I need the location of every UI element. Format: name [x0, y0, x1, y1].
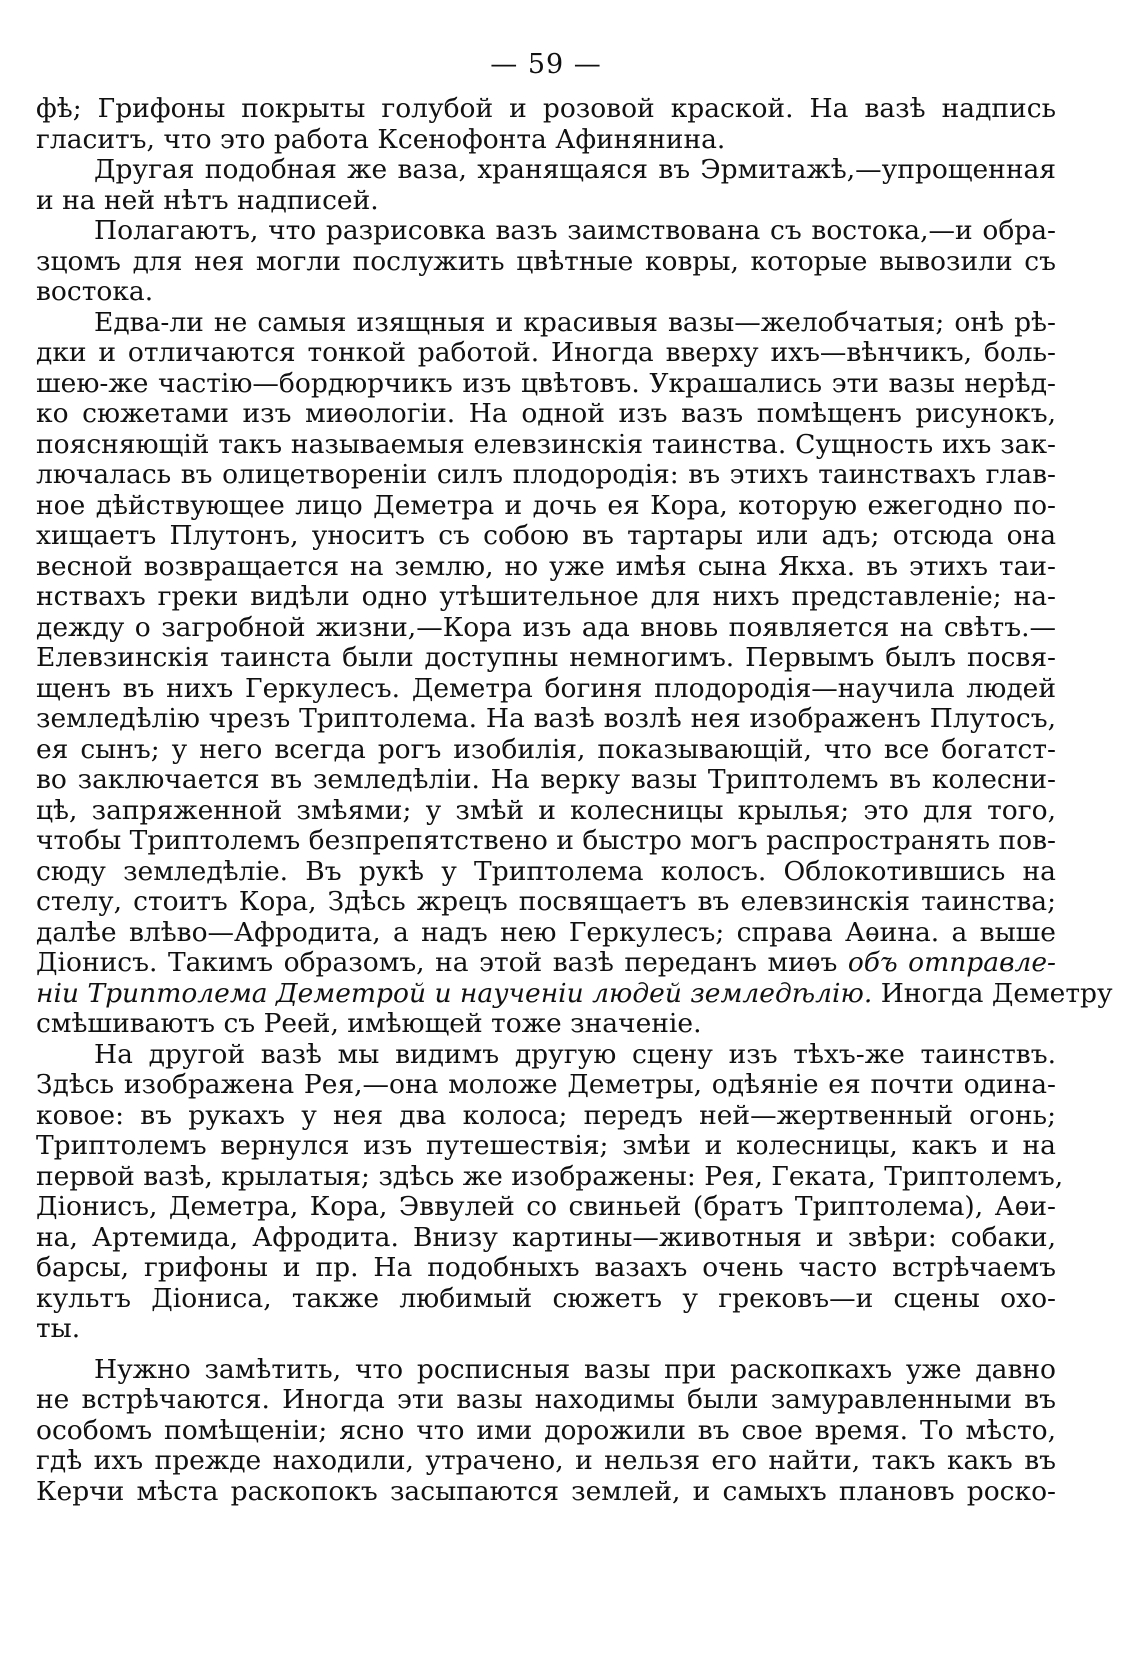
text-line: [36, 1477, 1056, 1508]
text-line: [36, 1223, 1056, 1254]
text-line: [36, 94, 1056, 125]
text-line: [36, 1446, 1056, 1477]
text-line: [36, 430, 1056, 461]
text-line: [36, 247, 1056, 278]
text-line-content: сюду земледѣліе. Въ рукѣ у Триптолема колосъ. Облокотившись на: [36, 855, 1056, 887]
text-line: [36, 1314, 1056, 1345]
text-line-content: дежду о загробной жизни,—Кора изъ ада вновь появляется на свѣтъ.—: [36, 611, 1056, 643]
text-line-content: барсы, грифоны и пр. На подобныхъ вазахъ очень часто встрѣчаемъ: [36, 1252, 1056, 1283]
text-line-content: лючалась въ олицетвореніи силъ плодородія: въ этихъ таинствахъ глав-: [36, 459, 1056, 490]
text-line: [36, 796, 1056, 827]
text-line-content: Здѣсь изображена Рея,—она моложе Деметры, одѣяніе ея почти одина-: [36, 1069, 1056, 1100]
text-line-content: чтобы Триптолемъ безпрепятствено и быстро могъ распространять пов-: [36, 825, 1056, 856]
text-line: [36, 1040, 1056, 1071]
text-line: [36, 613, 1056, 644]
text-line: [36, 1416, 1056, 1447]
text-line: [36, 1385, 1056, 1416]
text-line-content: особомъ помѣщеніи; ясно что ими дорожили въ свое время. То мѣсто,: [36, 1414, 1056, 1446]
body-text: [36, 93, 1113, 1507]
text-line: [36, 948, 1056, 979]
text-line: [36, 977, 1113, 1010]
text-line-content: зцомъ для нея могли послужить цвѣтные ковры, которые вывозили съ: [36, 245, 1056, 277]
text-line-content: Едва-ли не самыя изящныя и красивыя вазы—желобчатыя; онѣ рѣ-: [94, 306, 1056, 338]
text-line-content: ея сынъ; у него всегда рогъ изобилія, показывающій, что все богатст-: [36, 733, 1056, 765]
text-line: [36, 735, 1056, 766]
text-line-content: ты.: [36, 1313, 81, 1344]
text-line: [36, 1253, 1056, 1284]
text-line: [36, 521, 1056, 552]
text-line-content: ко сюжетами изъ миѳологіи. На одной изъ вазъ помѣщенъ рисунокъ,: [36, 398, 1056, 429]
text-line: [36, 1070, 1056, 1101]
text-line-content: востока.: [36, 276, 154, 307]
text-line-content: цѣ, запряженной змѣями; у змѣй и колесницы крылья; это для того,: [36, 794, 1056, 826]
text-line-content: гласитъ, что это работа Ксенофонта Афинянина.: [36, 123, 726, 155]
text-line-content: во заключается въ земледѣліи. На верку вазы Триптолемъ въ колесни-: [36, 764, 1056, 795]
text-line: [36, 277, 1056, 308]
text-line: [36, 1101, 1056, 1132]
text-line: [36, 460, 1056, 491]
text-line-content: и на ней нѣтъ надписей.: [36, 184, 379, 216]
text-line: [36, 369, 1056, 400]
text-line-content: Полагаютъ, что разрисовка вазъ заимствована съ востока,—и обра-: [94, 215, 1056, 246]
text-line-continuation: Иногда Деметру: [872, 977, 1113, 1009]
text-line-content: хищаетъ Плутонъ, уноситъ съ собою въ тартары или адъ; отсюда она: [36, 520, 1056, 551]
text-line: [36, 552, 1056, 583]
text-line: [36, 704, 1056, 735]
text-line-content: гдѣ ихъ прежде находили, утрачено, и нельзя его найти, такъ какъ въ: [36, 1445, 1056, 1476]
text-line-content: нствахъ греки видѣли одно утѣшительное для нихъ представленіе; на-: [36, 581, 1056, 612]
text-line-content: Триптолемъ вернулся изъ путешествія; змѣи и колесницы, какъ и на: [36, 1130, 1056, 1161]
text-line-content: дки и отличаются тонкой работой. Иногда вверху ихъ—вѣнчикъ, боль-: [36, 337, 1056, 368]
text-line: [36, 1192, 1056, 1223]
text-line: [36, 216, 1056, 247]
text-line-content: Елевзинскія таинста были доступны немногимъ. Первымъ былъ посвя-: [36, 642, 1056, 673]
text-line-content: смѣшиваютъ съ Реей, имѣющей тоже значеніе.: [36, 1008, 702, 1039]
text-line: [36, 1160, 1064, 1193]
page-number: — 59 —: [490, 49, 602, 80]
text-line-content: щенъ въ нихъ Геркулесъ. Деметра богиня плодородія—научила людей: [36, 672, 1056, 704]
text-line: [36, 338, 1056, 369]
text-line-content: Нужно замѣтить, что росписныя вазы при раскопкахъ уже давно: [94, 1353, 1056, 1385]
text-line-content: фѣ; Грифоны покрыты голубой и розовой краской. На вазѣ надпись: [36, 93, 1056, 124]
text-line-content: весной возвращается на землю, но уже имѣя сына Якха. въ этихъ таи-: [36, 550, 1056, 582]
text-line: [36, 887, 1056, 918]
text-line: [36, 186, 1056, 217]
text-line-content: шею-же частію—бордюрчикъ изъ цвѣтовъ. Украшались эти вазы нерѣд-: [36, 367, 1056, 399]
text-line: [36, 125, 1056, 156]
book-page: [36, 48, 1113, 1507]
text-line: [36, 1284, 1056, 1315]
text-line: [36, 491, 1056, 522]
text-line: [36, 1355, 1056, 1386]
text-line-content: стелу, стоитъ Кора, Здѣсь жрецъ посвящаетъ въ елевзинскія таинства;: [36, 886, 1056, 917]
text-line-content: Діонисъ, Деметра, Кора, Эввулей со свиньей (братъ Триптолема), Аѳи-: [36, 1191, 1056, 1222]
text-line: [36, 1009, 1056, 1040]
text-line: [36, 857, 1056, 888]
text-line: [36, 155, 1056, 186]
text-line-content: далѣе влѣво—Афродита, а надъ нею Геркулесъ; справа Аѳина. а выше: [36, 916, 1056, 948]
text-line: [36, 1131, 1056, 1162]
italic-text: объ отправле-: [847, 947, 1056, 978]
text-line: [36, 643, 1056, 674]
text-line-content: Діонисъ. Такимъ образомъ, на этой вазѣ переданъ миѳъ: [36, 947, 848, 978]
text-line-content: культъ Діониса, также любимый сюжетъ у грековъ—и сцены охо-: [36, 1282, 1056, 1314]
text-line-content: земледѣлію чрезъ Триптолема. На вазѣ возлѣ нея изображенъ Плутосъ,: [36, 703, 1056, 734]
text-line: [36, 918, 1056, 949]
text-line-content: на, Артемида, Афродита. Внизу картины—животныя и звѣри: собаки,: [36, 1221, 1056, 1253]
text-line-content: ковое: въ рукахъ у нея два колоса; передъ ней—жертвенный огонь;: [36, 1099, 1056, 1131]
text-line: [36, 674, 1056, 705]
text-line-content: ное дѣйствующее лицо Деметра и дочь ея Кора, которую ежегодно по-: [36, 489, 1056, 521]
text-line-content: На другой вазѣ мы видимъ другую сцену изъ тѣхъ-же таинствъ.: [94, 1038, 1056, 1070]
text-line: [36, 765, 1056, 796]
text-line: [36, 399, 1056, 430]
text-line: [36, 308, 1056, 339]
text-line-content: не встрѣчаются. Иногда эти вазы находимы были замуравленными въ: [36, 1384, 1056, 1415]
text-line-content: первой вазѣ, крылатыя; здѣсь же изображены: Рея, Геката, Триптолемъ,: [36, 1160, 1064, 1192]
italic-text: ніи Триптолема Деметрой и наученіи людей земледѣлію.: [36, 977, 873, 1009]
text-line-content: Другая подобная же ваза, хранящаяся въ Эрмитажѣ,—упрощенная: [94, 154, 1056, 185]
text-line-content: поясняющій такъ называемыя елевзинскія таинства. Сущность ихъ зак-: [36, 428, 1056, 460]
text-line-content: Керчи мѣста раскопокъ засыпаются землей, и самыхъ плановъ роско-: [36, 1475, 1056, 1507]
text-line: [36, 826, 1056, 857]
text-line: [36, 582, 1056, 613]
